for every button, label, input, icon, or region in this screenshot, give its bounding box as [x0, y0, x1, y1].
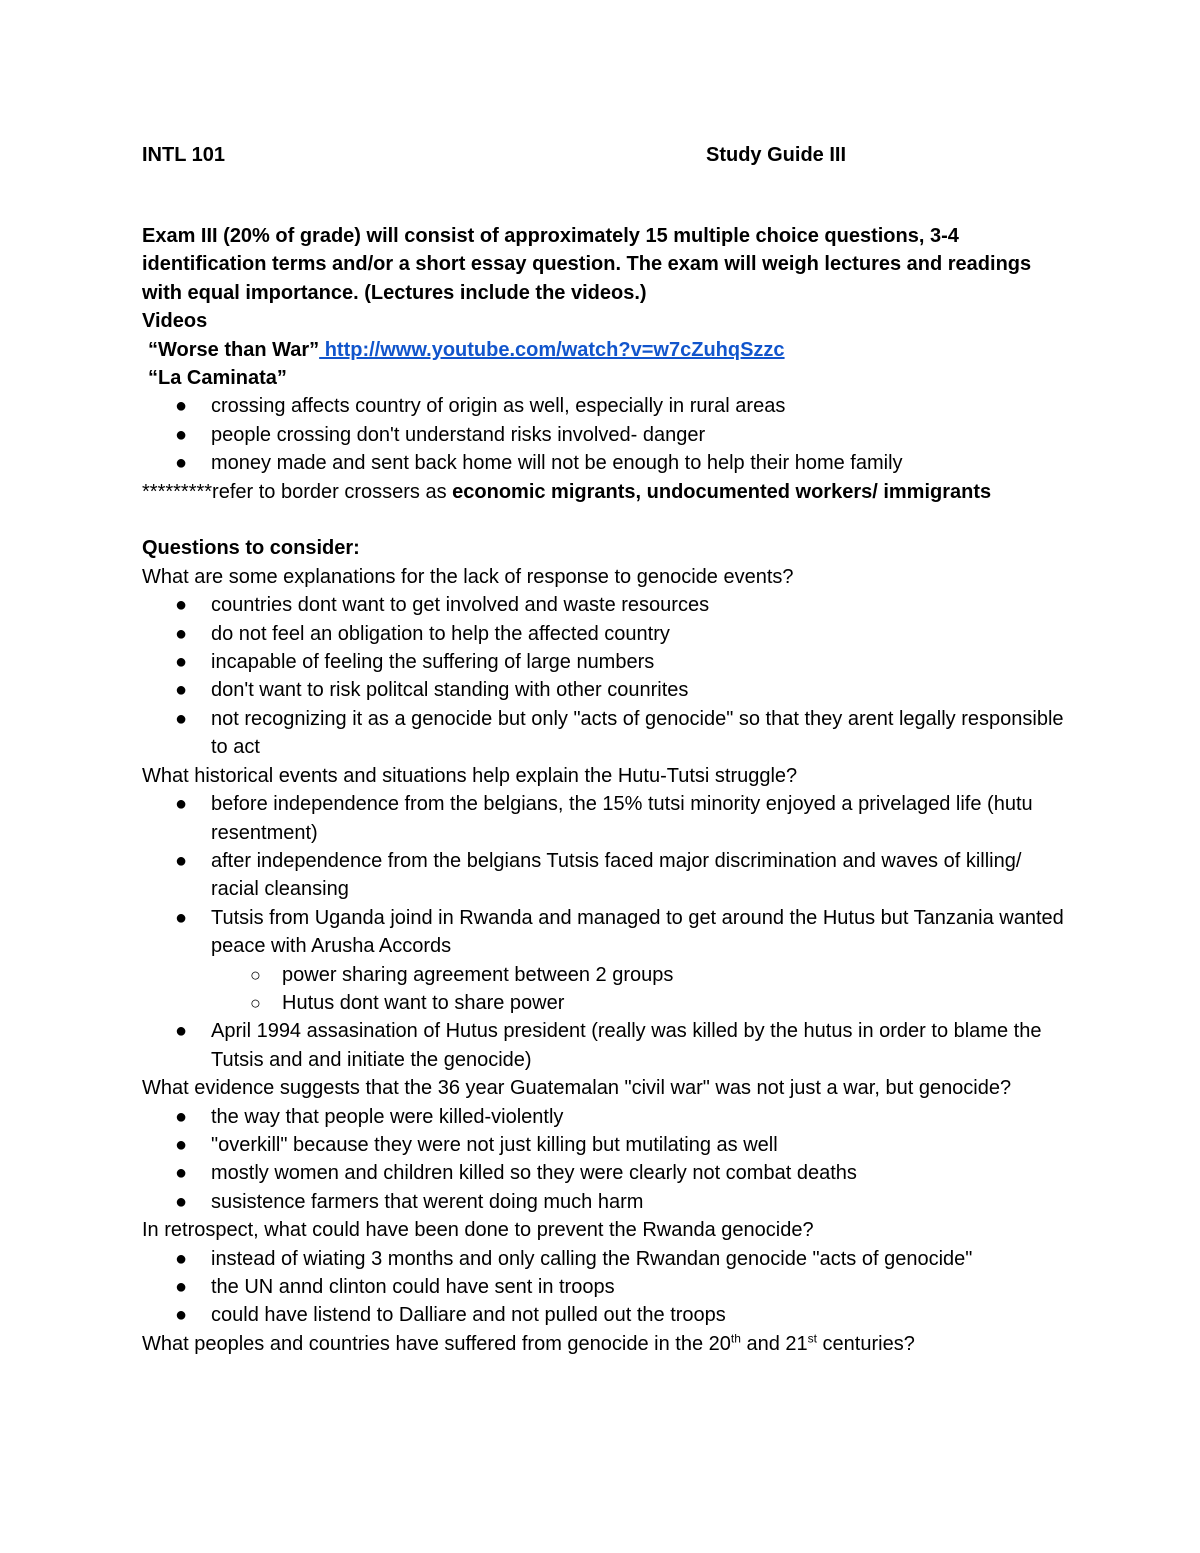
question-3: What evidence suggests that the 36 year Guatemalan "civil war" was not just a war, but genocide? — [142, 1077, 1012, 1100]
bullet-icon: ● — [175, 423, 188, 446]
bullet-icon: ● — [175, 849, 188, 872]
bullet-icon: ● — [175, 395, 188, 418]
question-5: What peoples and countries have suffered from genocide in the 20th and 21st centuries? — [142, 1331, 915, 1355]
spacer — [142, 506, 1072, 534]
bullet-icon: ● — [175, 906, 188, 929]
bullet-icon: ● — [175, 1247, 188, 1270]
question-3-answers — [142, 1103, 1072, 1217]
list-item: ● mostly women and children killed so they were clearly not combat deaths — [142, 1159, 1072, 1187]
circle-bullet-icon: ○ — [250, 964, 261, 985]
bullet-icon: ● — [175, 1105, 188, 1128]
question-2-answers — [142, 790, 1072, 1074]
question-4-answers — [142, 1245, 1072, 1330]
exam-intro: Exam III (20% of grade) will consist of approximately 15 multiple choice questions, 3-4 identification terms and/or a short essay question. The exam will weigh lectures and readings with equal importance. (Lectures include the videos.) — [142, 225, 1032, 304]
bullet-icon: ● — [175, 1276, 188, 1299]
bullet-icon: ● — [175, 1162, 188, 1185]
list-item: ● before independence from the belgians, the 15% tutsi minority enjoyed a privelaged life (hutu resentment) — [142, 790, 1072, 847]
list-item: ● money made and sent back home will not be enough to help their home family — [142, 449, 1072, 477]
bullet-icon: ● — [175, 1133, 188, 1156]
list-item: ● after independence from the belgians Tutsis faced major discrimination and waves of killing/ racial cleansing — [142, 847, 1072, 904]
question-1-answers — [142, 591, 1072, 761]
document-body — [142, 222, 1072, 1358]
bullet-icon: ● — [175, 793, 188, 816]
video-2-title: “La Caminata” — [148, 367, 287, 390]
question-2: What historical events and situations help explain the Hutu-Tutsi struggle? — [142, 764, 798, 787]
list-item: ● April 1994 assasination of Hutus president (really was killed by the hutus in order to blame the Tutsis and and initiate the genocide) — [142, 1017, 1072, 1074]
list-item: ● countries dont want to get involved and waste resources — [142, 591, 1072, 619]
bullet-icon: ● — [175, 1020, 188, 1043]
document-title: Study Guide III — [706, 144, 847, 166]
list-item: ● people crossing don't understand risks involved- danger — [142, 421, 1072, 449]
bullet-icon: ● — [175, 622, 188, 645]
list-item: ● crossing affects country of origin as well, especially in rural areas — [142, 392, 1072, 420]
course-code: INTL 101 — [142, 144, 225, 166]
list-item: ● don't want to risk politcal standing with other counrites — [142, 676, 1072, 704]
sub-list-item: ○ Hutus dont want to share power — [142, 989, 1072, 1017]
questions-heading: Questions to consider: — [142, 537, 360, 560]
list-item: ● do not feel an obligation to help the affected country — [142, 620, 1072, 648]
bullet-icon: ● — [175, 594, 188, 617]
videos-heading: Videos — [142, 310, 208, 333]
list-item: ● instead of wiating 3 months and only calling the Rwandan genocide "acts of genocide" — [142, 1245, 1072, 1273]
sub-list-item: ○ power sharing agreement between 2 groups — [142, 961, 1072, 989]
terminology-note: *********refer to border crossers as economic migrants, undocumented workers/ immigrants — [142, 480, 992, 503]
question-4: In retrospect, what could have been done to prevent the Rwanda genocide? — [142, 1219, 814, 1242]
video-2-points — [142, 392, 1072, 477]
list-item: ● incapable of feeling the suffering of large numbers — [142, 648, 1072, 676]
video-1-link[interactable]: http://www.youtube.com/watch?v=w7cZuhqSzzc — [319, 338, 785, 361]
list-item: ● "overkill" because they were not just killing but mutilating as well — [142, 1131, 1072, 1159]
question-1: What are some explanations for the lack of response to genocide events? — [142, 565, 794, 588]
bullet-icon: ● — [175, 679, 188, 702]
bullet-icon: ● — [175, 1304, 188, 1327]
video-1-line — [142, 336, 1072, 364]
list-item: ● Tutsis from Uganda joind in Rwanda and managed to get around the Hutus but Tanzania wanted peace with Arusha Accords — [142, 904, 1072, 961]
list-item: ● not recognizing it as a genocide but only "acts of genocide" so that they arent legally responsible to act — [142, 705, 1072, 762]
video-1-title: “Worse than War” — [148, 338, 320, 361]
bullet-icon: ● — [175, 707, 188, 730]
circle-bullet-icon: ○ — [250, 992, 261, 1013]
list-item: ● the way that people were killed-violently — [142, 1103, 1072, 1131]
bullet-icon: ● — [175, 452, 188, 475]
list-item: ● susistence farmers that werent doing much harm — [142, 1188, 1072, 1216]
list-item: ● could have listend to Dalliare and not pulled out the troops — [142, 1301, 1072, 1329]
list-item: ● the UN annd clinton could have sent in troops — [142, 1273, 1072, 1301]
bullet-icon: ● — [175, 1190, 188, 1213]
bullet-icon: ● — [175, 651, 188, 674]
